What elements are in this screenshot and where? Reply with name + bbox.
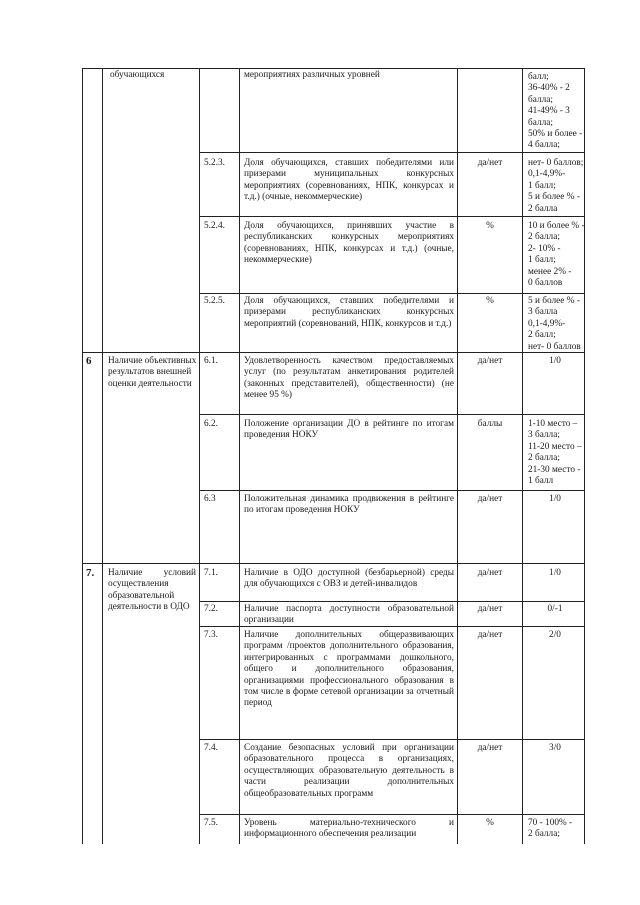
row-divider [199, 414, 585, 415]
row-divider [199, 490, 585, 491]
unit-cell: % [486, 221, 494, 231]
score-line: 5 и более % - [528, 296, 580, 306]
row-divider [199, 601, 585, 602]
indicator-code: 7.1. [204, 568, 218, 578]
indicator-code: 6.3 [204, 494, 216, 504]
row-divider [199, 739, 585, 740]
score-cell [528, 494, 582, 505]
indicator-code: 6.2. [204, 419, 218, 429]
indicator-text: Доля обучающихся, ставших победителями или призерами муниципальных конкурсных мероприятиях (соревнованиях, НПК, конкурсах и т.д.) (очные, некоммерческие) [244, 158, 454, 203]
score-cell [528, 743, 582, 754]
score-cell [528, 630, 582, 641]
score-line: 0 баллов [528, 278, 563, 289]
score-line: 2/0 [549, 630, 561, 640]
score-line: 10 и более % - [528, 221, 585, 231]
unit-cell: да/нет [477, 743, 503, 753]
score-line: 3 балла; [528, 430, 560, 441]
score-line: 1/0 [549, 568, 561, 578]
score-line: 50% и более - [528, 129, 583, 140]
indicator-code: 5.2.3. [204, 158, 225, 168]
score-line: 11-20 место – [528, 441, 582, 452]
indicator-text: Наличие дополнительных общеразвивающих программ /проектов дополнительного образования, интегрированных с программами дошкольного, общего и дополнительного образования, организациями профессионального образования в том числе в форме сетевой организации за отчетный период [244, 630, 454, 709]
row-divider [199, 152, 585, 153]
score-line: 0/-1 [547, 604, 563, 614]
score-cell [528, 568, 582, 579]
score-cell [528, 221, 584, 289]
score-line: 2 балла; [528, 829, 560, 840]
score-line: 2 балла [528, 203, 558, 214]
score-cell [528, 296, 584, 353]
score-line: 41-49% - 3 [528, 106, 570, 117]
indicator-text: Наличие в ОДО доступной (безбарьерной) среды для обучающихся с ОВЗ и детей-инвалидов [244, 568, 454, 590]
indicator-code: 7.3. [204, 630, 218, 640]
score-line: 1 балл; [528, 255, 556, 266]
score-cell [528, 419, 584, 487]
score-line: балла; [528, 94, 553, 105]
score-line: 1-10 место – [528, 419, 578, 429]
score-line: 21-30 место - [528, 464, 581, 475]
score-line: 2 балла; [528, 232, 560, 243]
score-line: балла; [528, 117, 553, 128]
score-cell [528, 72, 584, 152]
indicator-code: 7.4. [204, 743, 218, 753]
score-line: 1/0 [549, 356, 561, 366]
indicator-text: Положительная динамика продвижения в рейтинге по итогам проведения НОКУ [244, 494, 454, 516]
indicator-text: Создание безопасных условий при организации образовательного процесса в организациях, осуществляющих образовательную деятельность в части реализации дополнительных общеобразовательных программ [244, 743, 454, 799]
column-divider [522, 68, 523, 844]
row-divider [199, 293, 585, 294]
section-divider [82, 352, 585, 353]
score-line: 1 балл [528, 476, 554, 487]
score-line: 3/0 [549, 743, 561, 753]
section-divider [82, 563, 585, 564]
score-line: 36-40% - 2 [528, 83, 570, 94]
unit-cell: да/нет [477, 604, 503, 614]
unit-cell: да/нет [477, 630, 503, 640]
score-cell [528, 158, 584, 215]
unit-cell: % [486, 296, 494, 306]
score-cell [528, 818, 584, 841]
score-line: 1/0 [549, 494, 561, 504]
score-line: 2 балла; [528, 453, 560, 464]
score-line: 0,1-4,9%- [528, 318, 566, 329]
indicator-text: Удовлетворенность качеством предоставляемых услуг (по результатам анкетирования родителей (законных представителей), общественности) (не менее 95 %) [244, 356, 454, 401]
score-cell [528, 604, 582, 615]
score-line: 3 балла [528, 307, 558, 318]
indicator-code: 5.2.4. [204, 221, 225, 231]
unit-cell: да/нет [477, 356, 503, 366]
table-border-right [584, 68, 585, 844]
unit-cell: да/нет [477, 568, 503, 578]
score-line: нет- 0 баллов; [528, 158, 584, 168]
section-number: 7. [86, 567, 95, 579]
indicator-code: 7.2. [204, 604, 218, 614]
indicator-code: 7.5. [204, 818, 218, 828]
score-line: 4 балла; [528, 140, 560, 151]
row-divider [199, 216, 585, 217]
indicator-code: 5.2.5. [204, 296, 225, 306]
unit-cell: баллы [477, 419, 503, 429]
column-divider [199, 68, 200, 844]
criterion-title: обучающихся [110, 70, 165, 80]
criterion-title: Наличие объективных результатов внешней оценки деятельности [108, 356, 197, 389]
indicator-text: Наличие паспорта доступности образовательной организации [244, 604, 454, 626]
indicator-code: 6.1. [204, 356, 218, 366]
column-divider [457, 68, 458, 844]
indicator-text: Положение организации ДО в рейтинге по итогам проведения НОКУ [244, 419, 454, 441]
unit-cell: да/нет [477, 158, 503, 168]
indicator-text: мероприятиях различных уровней [244, 70, 380, 80]
row-divider [199, 814, 585, 815]
indicator-text: Доля обучающихся, ставших победителями и призерами республиканских конкурсных мероприятий (соревнований, НПК, конкурсов и т.д.) [244, 296, 454, 329]
column-divider [239, 68, 240, 844]
criteria-table [82, 68, 585, 844]
table-border-left [82, 68, 83, 844]
indicator-text: Уровень материально-технического и информационного обеспечения реализации [244, 818, 454, 840]
score-line: 1 балл; [528, 180, 556, 191]
indicator-text: Доля обучающихся, принявших участие в республиканских конкурсных мероприятиях (соревнованиях, НПК, конкурсах и т.д.) (очные, некоммерческие) [244, 221, 454, 266]
table-border-top [82, 68, 585, 69]
score-cell [528, 356, 582, 367]
criterion-title: Наличие условий осуществления образовательной деятельности в ОДО [108, 568, 196, 613]
unit-cell: да/нет [477, 494, 503, 504]
column-divider [102, 68, 103, 844]
score-line: менее 2% - [528, 266, 572, 277]
score-line: 2 балл; [528, 330, 556, 341]
score-line: нет- 0 баллов [528, 341, 581, 352]
score-line: 5 и более % - [528, 192, 580, 203]
section-number: 6 [86, 355, 92, 367]
unit-cell: % [486, 818, 494, 828]
score-line: 70 - 100% - [528, 818, 573, 828]
score-line: балл; [528, 72, 549, 82]
score-line: 2- 10% - [528, 243, 561, 254]
score-line: 0,1-4,9%- [528, 169, 566, 180]
